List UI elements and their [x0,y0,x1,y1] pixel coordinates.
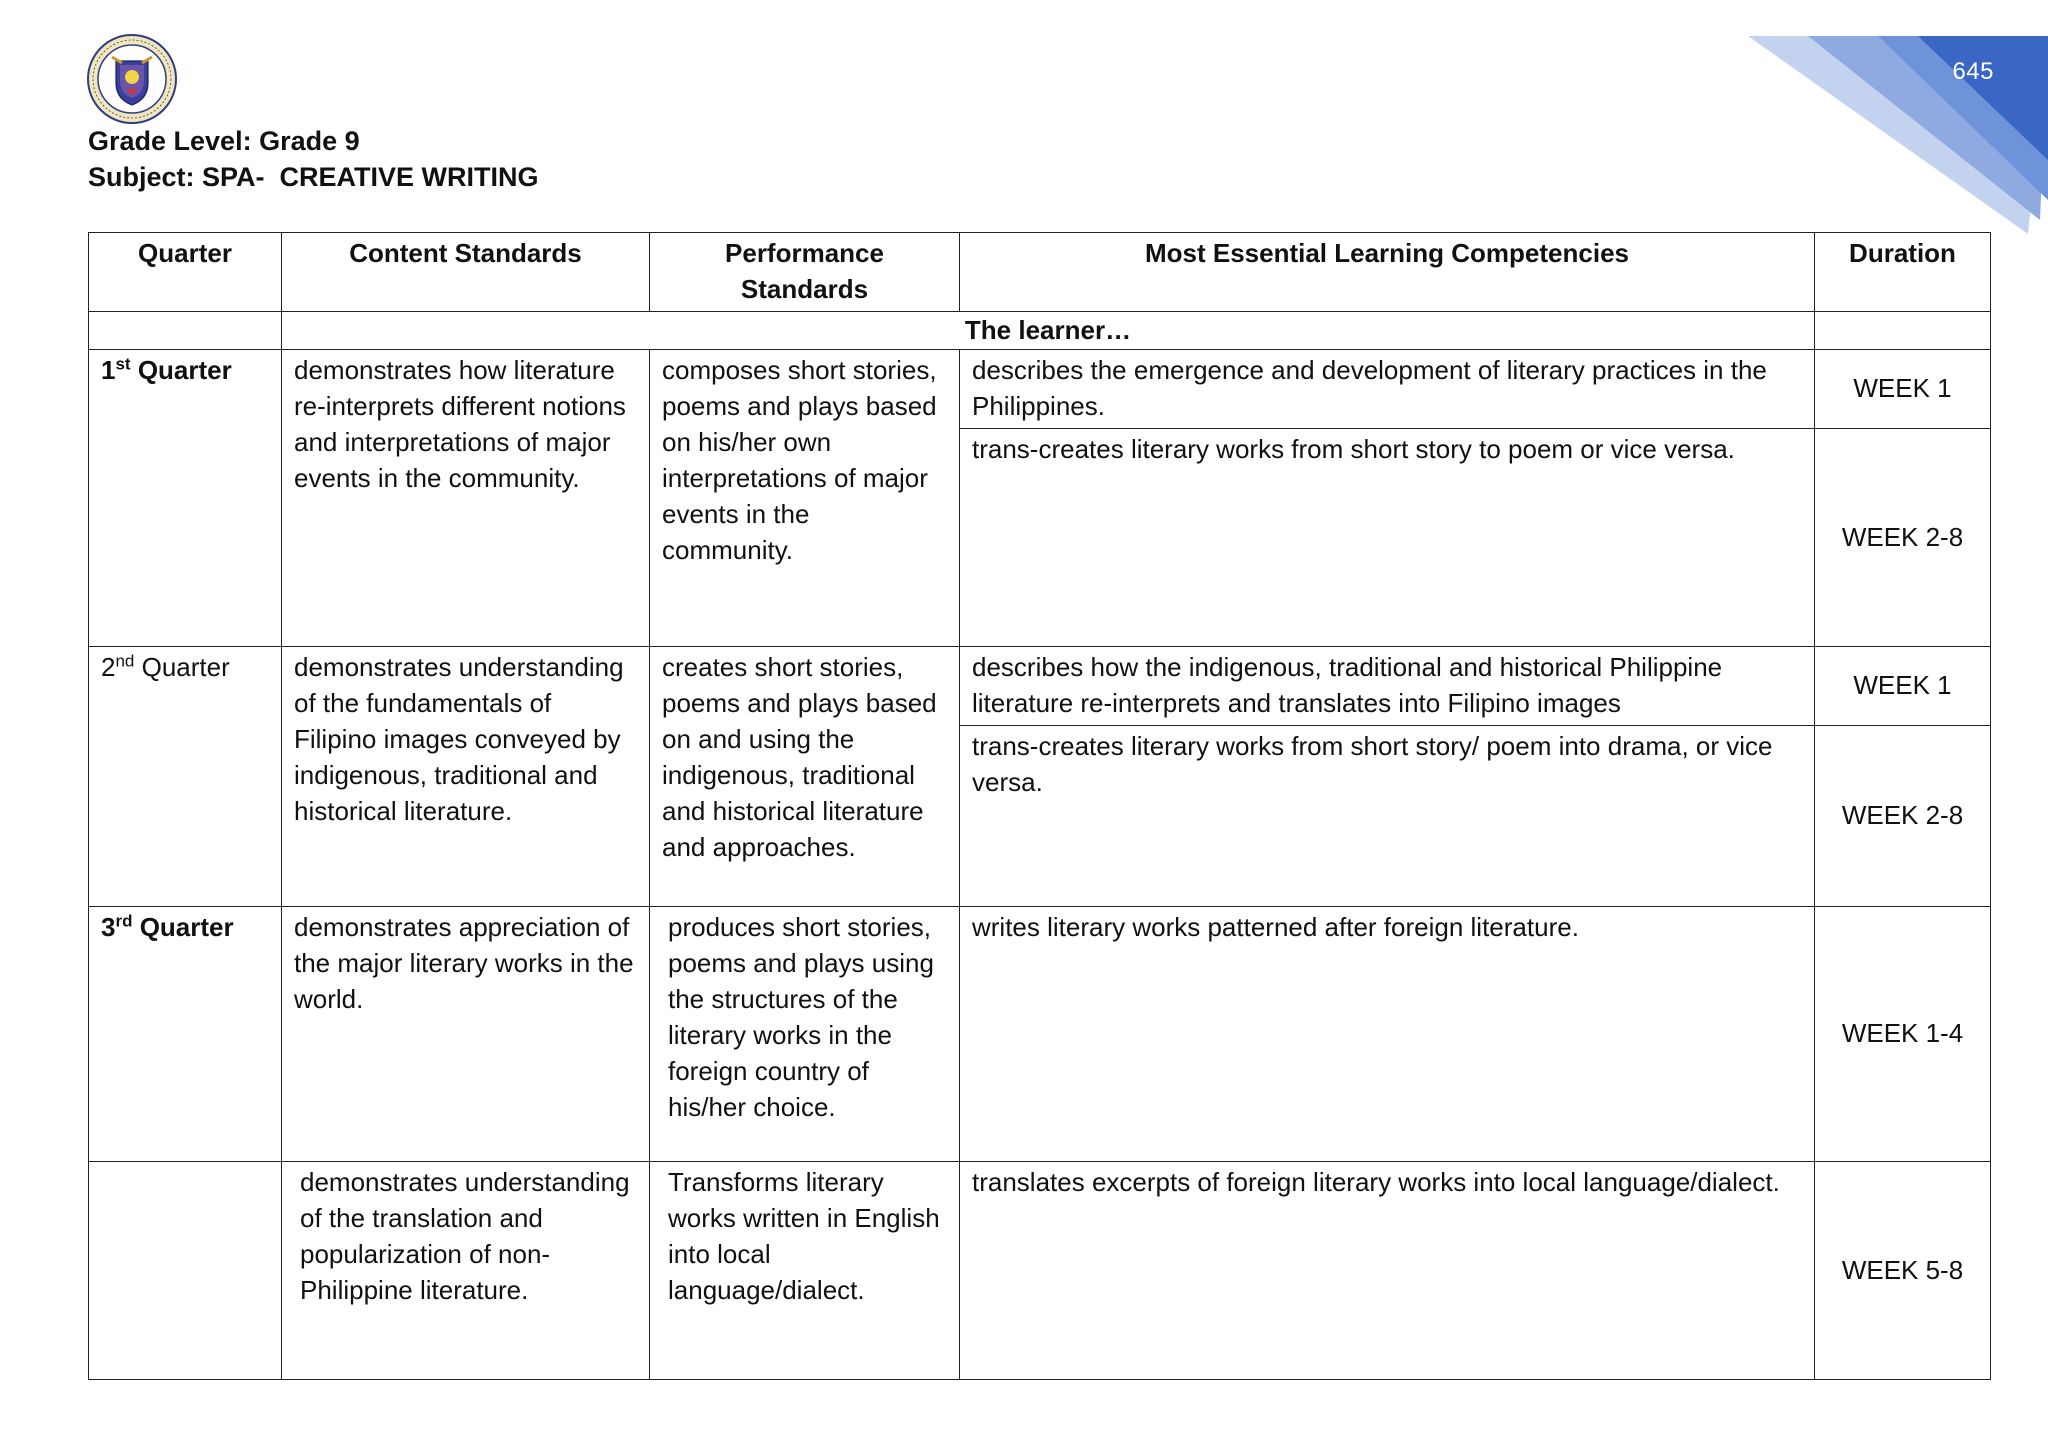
content-standard-cell: demonstrates how literature re-interprets different notions and interpretations of major events in the community. [282,350,650,647]
melc-cell: describes the emergence and development of literary practices in the Philippines. [960,350,1815,429]
melc-cell: describes how the indigenous, traditional and historical Philippine literature re-interprets and translates into Filipino images [960,647,1815,726]
melc-cell: translates excerpts of foreign literary works into local language/dialect. [960,1162,1815,1380]
corner-decoration [1668,0,2048,240]
content-standard-cell: demonstrates appreciation of the major literary works in the world. [282,907,650,1162]
quarter-cell-empty [89,1162,282,1380]
duration-cell: WEEK 2-8 [1815,726,1991,907]
melc-cell: writes literary works patterned after foreign literature. [960,907,1815,1162]
header-content-standards: Content Standards [282,233,650,312]
performance-standard-cell: Transforms literary works written in English into local language/dialect. [650,1162,960,1380]
content-standard-cell: demonstrates understanding of the fundamentals of Filipino images conveyed by indigenous, traditional and historical literature. [282,647,650,907]
duration-cell: WEEK 2-8 [1815,429,1991,647]
quarter-cell-2: 2nd Quarter [89,647,282,907]
header-performance-standards: Performance Standards [650,233,960,312]
deped-seal-icon [86,33,178,125]
melc-cell: trans-creates literary works from short story/ poem into drama, or vice versa. [960,726,1815,907]
header-row [89,233,1991,312]
learner-row [89,312,1991,350]
table-row [89,350,1991,429]
table-row [89,1162,1991,1380]
header-melc: Most Essential Learning Competencies [960,233,1815,312]
learner-label: The learner… [282,312,1815,350]
page-number: 645 [1952,58,1994,85]
duration-cell: WEEK 1-4 [1815,907,1991,1162]
header-quarter: Quarter [89,233,282,312]
duration-cell: WEEK 5-8 [1815,1162,1991,1380]
performance-standard-cell: creates short stories, poems and plays based on and using the indigenous, traditional and historical literature and approaches. [650,647,960,907]
quarter-cell-1: 1st Quarter [89,350,282,647]
content-standard-cell: demonstrates understanding of the translation and popularization of non-Philippine literature. [282,1162,650,1380]
quarter-cell-3: 3rd Quarter [89,907,282,1162]
grade-level: Grade Level: Grade 9 [88,126,360,156]
subject: Subject: SPA- CREATIVE WRITING [88,162,539,192]
table-row [89,907,1991,1162]
duration-cell: WEEK 1 [1815,647,1991,726]
document-meta [88,123,539,195]
performance-standard-cell: produces short stories, poems and plays using the structures of the literary works in the foreign country of his/her choice. [650,907,960,1162]
table-row [89,647,1991,726]
duration-cell: WEEK 1 [1815,350,1991,429]
performance-standard-cell: composes short stories, poems and plays based on his/her own interpretations of major events in the community. [650,350,960,647]
melc-cell: trans-creates literary works from short story to poem or vice versa. [960,429,1815,647]
curriculum-table [88,232,1991,1380]
header-duration: Duration [1815,233,1991,312]
